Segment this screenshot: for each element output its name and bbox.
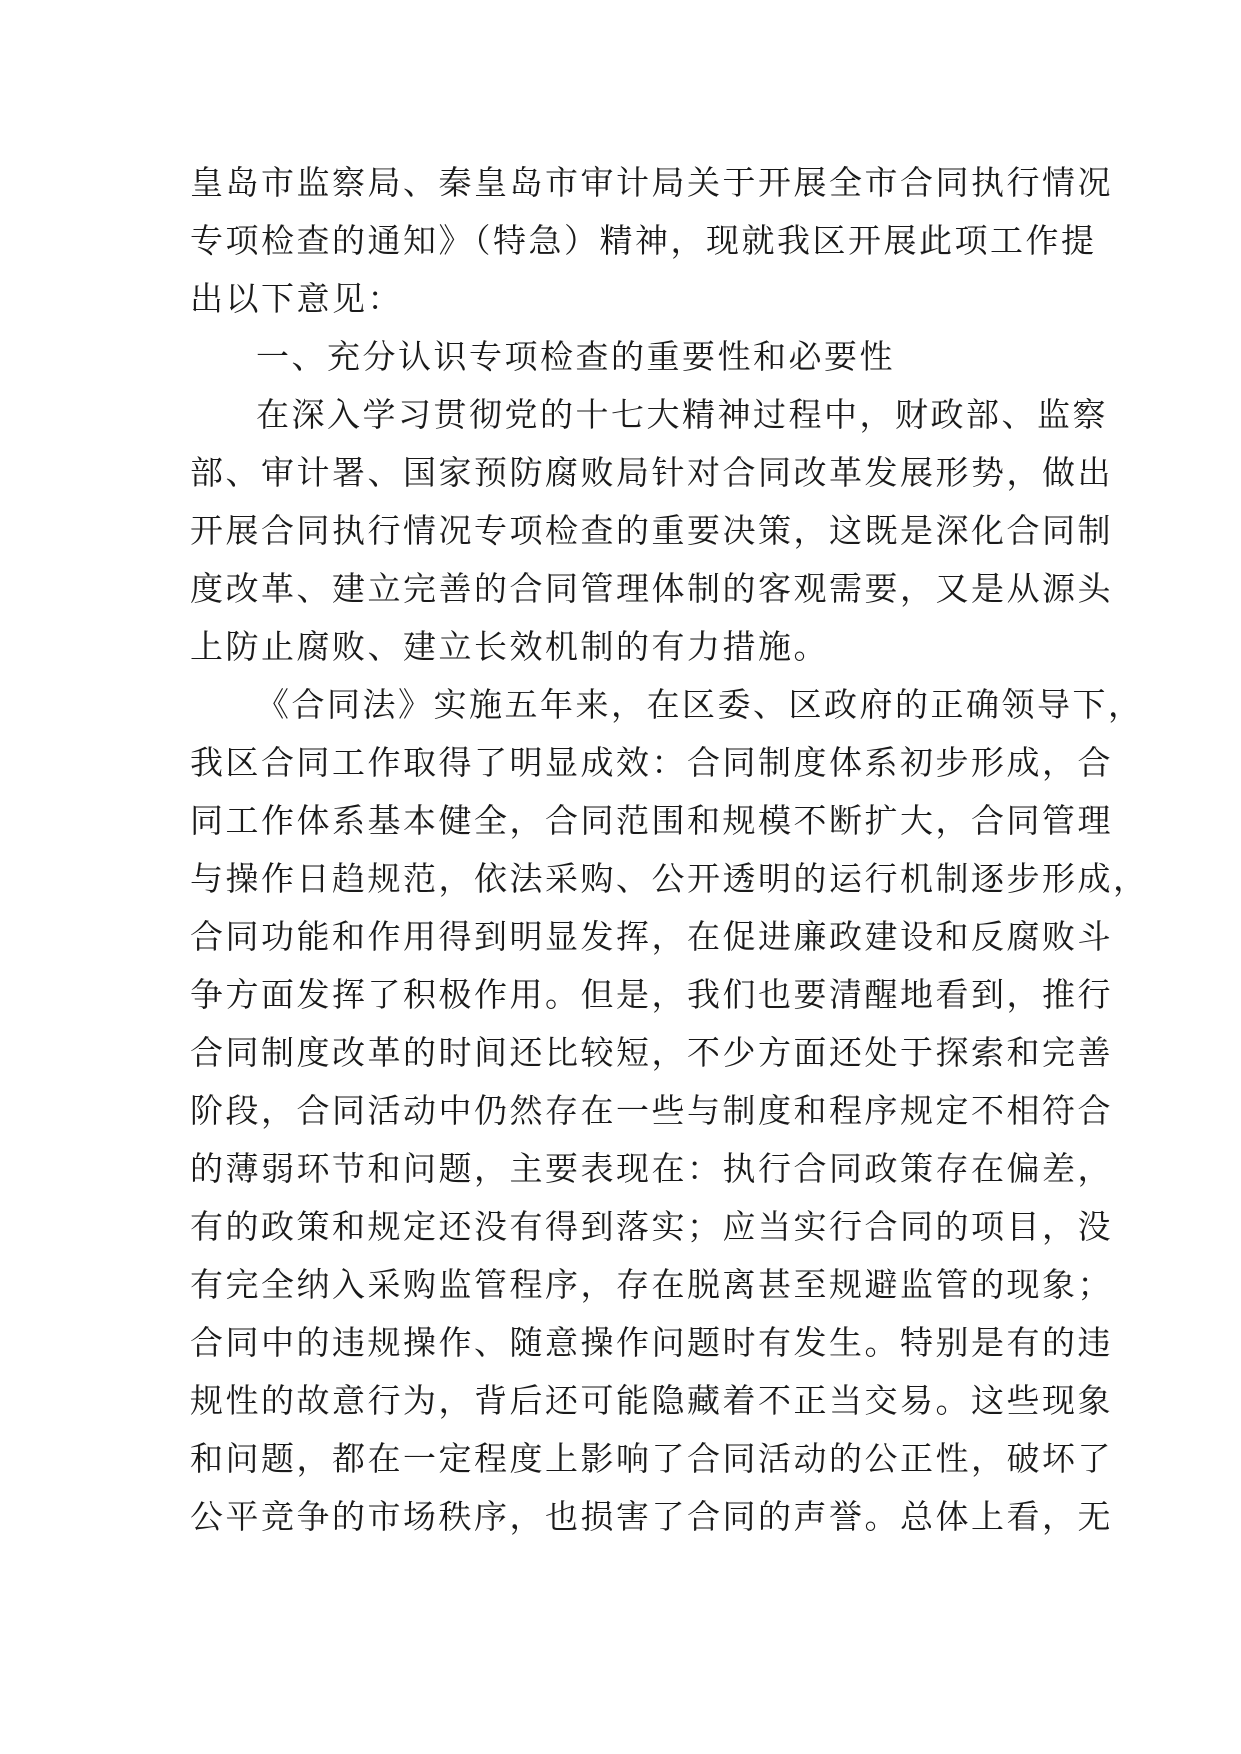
text-line: 开展合同执行情况专项检查的重要决策，这既是深化合同制: [190, 511, 1113, 550]
text-line: 出以下意见：: [190, 279, 403, 318]
text-line: 同工作体系基本健全，合同范围和规模不断扩大，合同管理: [190, 801, 1113, 840]
text-line: 合同功能和作用得到明显发挥，在促进廉政建设和反腐败斗: [190, 917, 1113, 956]
text-line: 合同制度改革的时间还比较短，不少方面还处于探索和完善: [190, 1033, 1113, 1072]
text-line: 争方面发挥了积极作用。但是，我们也要清醒地看到，推行: [190, 975, 1113, 1014]
text-line: 与操作日趋规范，依法采购、公开透明的运行机制逐步形成，: [190, 859, 1149, 898]
text-line: 我区合同工作取得了明显成效：合同制度体系初步形成，合: [190, 743, 1113, 782]
text-line: 的薄弱环节和问题，主要表现在：执行合同政策存在偏差，: [190, 1149, 1113, 1188]
text-line: 度改革、建立完善的合同管理体制的客观需要，又是从源头: [190, 569, 1113, 608]
text-line: 公平竞争的市场秩序，也损害了合同的声誉。总体上看，无: [190, 1497, 1113, 1536]
document-body: [190, 154, 1149, 1546]
text-line: 阶段，合同活动中仍然存在一些与制度和程序规定不相符合: [190, 1091, 1113, 1130]
text-line: 规性的故意行为，背后还可能隐藏着不正当交易。这些现象: [190, 1381, 1113, 1420]
text-line: 专项检查的通知》（特急）精神，现就我区开展此项工作提: [190, 221, 1097, 260]
text-line: 和问题，都在一定程度上影响了合同活动的公正性，破坏了: [190, 1439, 1113, 1478]
text-line: 《合同法》实施五年来，在区委、区政府的正确领导下，: [256, 685, 1144, 724]
text-line: 皇岛市监察局、秦皇岛市审计局关于开展全市合同执行情况: [190, 163, 1113, 202]
text-line: 有完全纳入采购监管程序，存在脱离甚至规避监管的现象；: [190, 1265, 1113, 1304]
text-line: 合同中的违规操作、随意操作问题时有发生。特别是有的违: [190, 1323, 1113, 1362]
text-line: 在深入学习贯彻党的十七大精神过程中，财政部、监察: [256, 395, 1108, 434]
section-heading: 一、充分认识专项检查的重要性和必要性: [256, 337, 895, 376]
text-line: 部、审计署、国家预防腐败局针对合同改革发展形势，做出: [190, 453, 1113, 492]
text-line: 上防止腐败、建立长效机制的有力措施。: [190, 627, 829, 666]
text-line: 有的政策和规定还没有得到落实；应当实行合同的项目，没: [190, 1207, 1113, 1246]
